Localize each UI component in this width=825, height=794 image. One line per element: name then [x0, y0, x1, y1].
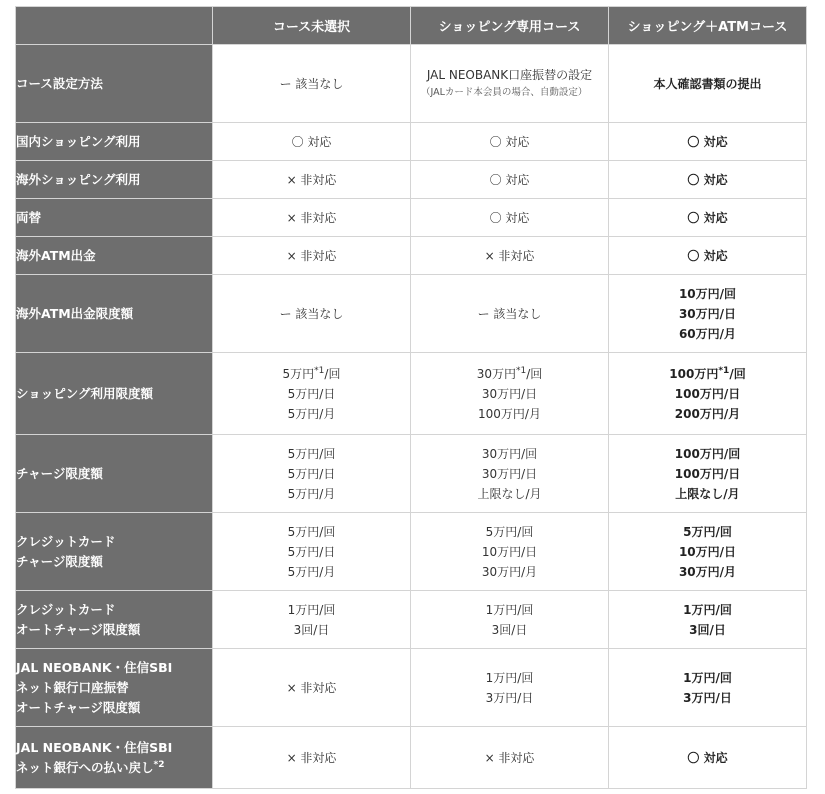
cell-value-line: × 非対応 — [286, 680, 337, 695]
table-row — [16, 275, 807, 353]
course-comparison-table — [15, 6, 807, 789]
value-text: ネット銀行への払い戻し — [16, 759, 154, 775]
cell-value-line: 〇 対応 — [687, 210, 728, 225]
row-label-line — [16, 758, 212, 778]
row-header — [16, 161, 213, 199]
cell-shopping-course — [411, 275, 609, 353]
cell-value-line: 〇 対応 — [687, 248, 728, 263]
cell-shopping-atm-course — [609, 649, 807, 727]
cell-value-line: 30万円/日 — [481, 386, 538, 401]
table-row — [16, 649, 807, 727]
table-row — [16, 123, 807, 161]
cell-no-course — [213, 513, 411, 591]
cell-value-line: 5万円/回 — [287, 446, 336, 461]
cell-shopping-course — [411, 199, 609, 237]
table-row — [16, 591, 807, 649]
cell-value-line: 上限なし/月 — [477, 486, 542, 501]
row-header — [16, 727, 213, 789]
cell-value-line: ー 該当なし — [477, 306, 542, 321]
row-header — [16, 123, 213, 161]
cell-no-course — [213, 275, 411, 353]
cell-value-line: × 非対応 — [484, 248, 535, 263]
setting-method-note: （JALカード本会員の場合、自動設定） — [421, 87, 588, 98]
row-label-line: 海外ATM出金 — [16, 247, 96, 263]
cell-no-course — [213, 649, 411, 727]
cell-no-course — [213, 435, 411, 513]
cell-shopping-course — [411, 513, 609, 591]
cell-shopping-atm-course — [609, 199, 807, 237]
row-label-line: ネット銀行口座振替 — [16, 679, 129, 695]
cell-shopping-atm-course — [609, 513, 807, 591]
cell-value-line: 5万円/月 — [287, 564, 336, 579]
row-label-line: 海外ATM出金限度額 — [16, 305, 134, 321]
cell-shopping-course — [411, 353, 609, 435]
cell-value-line: 1万円/回 — [485, 602, 534, 617]
cell-shopping-course — [411, 45, 609, 123]
cell-value-line: 〇 対応 — [489, 134, 530, 149]
cell-shopping-course — [411, 727, 609, 789]
row-label-line: オートチャージ限度額 — [16, 621, 141, 637]
value-unit: /回 — [526, 366, 543, 381]
cell-value-line: 1万円/回 — [683, 670, 732, 685]
column-header-no-course: コース未選択 — [213, 7, 411, 45]
footnote-marker: *1 — [314, 365, 325, 376]
cell-value-line — [411, 364, 608, 384]
cell-value-line: 5万円/月 — [287, 486, 336, 501]
cell-shopping-course — [411, 237, 609, 275]
cell-shopping-atm-course — [609, 591, 807, 649]
cell-value-line: 200万円/月 — [674, 406, 741, 421]
cell-value-line: 3万円/日 — [485, 690, 534, 705]
cell-no-course — [213, 199, 411, 237]
row-label-line: ショッピング利用限度額 — [16, 385, 154, 401]
row-header — [16, 353, 213, 435]
cell-shopping-atm-course — [609, 353, 807, 435]
cell-value-line: 30万円/日 — [678, 306, 737, 321]
value-text: 100万円 — [669, 366, 719, 381]
cell-value-line: 100万円/月 — [478, 406, 541, 421]
cell-value-line: 5万円/日 — [287, 386, 336, 401]
cell-value-line: 上限なし/月 — [675, 486, 740, 501]
row-header — [16, 435, 213, 513]
cell-no-course — [213, 727, 411, 789]
cell-shopping-atm-course — [609, 237, 807, 275]
cell-value-line: 5万円/回 — [683, 524, 732, 539]
cell-no-course — [213, 591, 411, 649]
cell-value-line: 〇 対応 — [687, 134, 728, 149]
cell-value-line: 5万円/回 — [485, 524, 534, 539]
table-row — [16, 353, 807, 435]
row-label-line: JAL NEOBANK・住信SBI — [16, 659, 173, 675]
cell-value-line: 3万円/日 — [683, 690, 732, 705]
cell-value-line: 5万円/回 — [287, 524, 336, 539]
row-header — [16, 275, 213, 353]
cell-value-line: 10万円/日 — [678, 544, 737, 559]
cell-value-line: ー 該当なし — [279, 306, 344, 321]
cell-shopping-atm-course — [609, 275, 807, 353]
cell-value-line: 3回/日 — [689, 622, 726, 637]
cell-value-line: 〇 対応 — [489, 172, 530, 187]
cell-shopping-course — [411, 123, 609, 161]
cell-value-line: 本人確認書類の提出 — [653, 76, 762, 91]
cell-no-course — [213, 161, 411, 199]
row-header — [16, 45, 213, 123]
row-label-line: チャージ限度額 — [16, 553, 103, 569]
row-header — [16, 199, 213, 237]
cell-shopping-atm-course — [609, 727, 807, 789]
table-row — [16, 435, 807, 513]
cell-no-course — [213, 45, 411, 123]
cell-value-line: 30万円/月 — [481, 564, 538, 579]
table-row — [16, 727, 807, 789]
cell-value-line: 100万円/日 — [674, 466, 741, 481]
row-header — [16, 513, 213, 591]
cell-value-line: 〇 対応 — [687, 750, 728, 765]
table-header-row — [16, 7, 807, 45]
cell-value-line: × 非対応 — [286, 750, 337, 765]
row-label-line: オートチャージ限度額 — [16, 699, 141, 715]
cell-value-line: 5万円/月 — [287, 406, 336, 421]
row-label-line: 海外ショッピング利用 — [16, 171, 141, 187]
cell-shopping-atm-course — [609, 123, 807, 161]
cell-shopping-atm-course — [609, 45, 807, 123]
row-label-line: JAL NEOBANK・住信SBI — [16, 739, 173, 755]
footnote-marker: *1 — [516, 365, 527, 376]
cell-value-line: 3回/日 — [491, 622, 528, 637]
cell-value-line: 〇 対応 — [687, 172, 728, 187]
table-row — [16, 45, 807, 123]
header-corner — [16, 7, 213, 45]
cell-shopping-course — [411, 649, 609, 727]
cell-value-line: 〇 対応 — [489, 210, 530, 225]
cell-value-line: × 非対応 — [286, 172, 337, 187]
cell-value-line: 3回/日 — [293, 622, 330, 637]
cell-shopping-atm-course — [609, 161, 807, 199]
cell-value-line: × 非対応 — [286, 248, 337, 263]
cell-value-line: 30万円/月 — [678, 564, 737, 579]
footnote-marker: *1 — [718, 365, 730, 376]
cell-value-line: 1万円/回 — [683, 602, 732, 617]
cell-shopping-atm-course — [609, 435, 807, 513]
row-label-line: 両替 — [16, 209, 42, 225]
cell-value-line: × 非対応 — [286, 210, 337, 225]
cell-shopping-course — [411, 435, 609, 513]
value-unit: /回 — [729, 366, 746, 381]
row-label-line: コース設定方法 — [16, 75, 103, 91]
row-header — [16, 237, 213, 275]
setting-method-text: JAL NEOBANK口座振替の設定 — [426, 68, 593, 82]
row-label-line: クレジットカード — [16, 601, 116, 617]
value-unit: /回 — [324, 366, 341, 381]
row-label-line: クレジットカード — [16, 533, 116, 549]
cell-value-line: 100万円/回 — [674, 446, 741, 461]
cell-value-line: 1万円/回 — [485, 670, 534, 685]
table-row — [16, 199, 807, 237]
row-header — [16, 591, 213, 649]
cell-value-line: 30万円/回 — [481, 446, 538, 461]
table-row — [16, 513, 807, 591]
cell-no-course — [213, 123, 411, 161]
column-header-shopping-atm-course: ショッピング＋ATMコース — [609, 7, 807, 45]
column-header-shopping-course: ショッピング専用コース — [411, 7, 609, 45]
table-row — [16, 161, 807, 199]
cell-shopping-course — [411, 161, 609, 199]
cell-value-line: 10万円/日 — [481, 544, 538, 559]
cell-value-line: 10万円/回 — [678, 286, 737, 301]
cell-value-line — [609, 364, 806, 384]
cell-no-course — [213, 237, 411, 275]
footnote-marker: *2 — [153, 759, 165, 770]
value-text: 5万円 — [282, 366, 315, 381]
row-header — [16, 649, 213, 727]
cell-value-line — [213, 364, 410, 384]
cell-value-line: 5万円/日 — [287, 544, 336, 559]
cell-value-line: × 非対応 — [484, 750, 535, 765]
cell-value-line: 5万円/日 — [287, 466, 336, 481]
cell-shopping-course — [411, 591, 609, 649]
cell-no-course — [213, 353, 411, 435]
cell-value-line: 30万円/日 — [481, 466, 538, 481]
cell-value-line: 1万円/回 — [287, 602, 336, 617]
row-label-line: 国内ショッピング利用 — [16, 133, 141, 149]
cell-value-line: 100万円/日 — [674, 386, 741, 401]
table-row — [16, 237, 807, 275]
row-label-line: チャージ限度額 — [16, 465, 103, 481]
cell-value-line: 60万円/月 — [678, 326, 737, 341]
cell-value-line: 〇 対応 — [291, 134, 332, 149]
value-text: 30万円 — [476, 366, 516, 381]
cell-value-line: ー 該当なし — [279, 76, 344, 91]
